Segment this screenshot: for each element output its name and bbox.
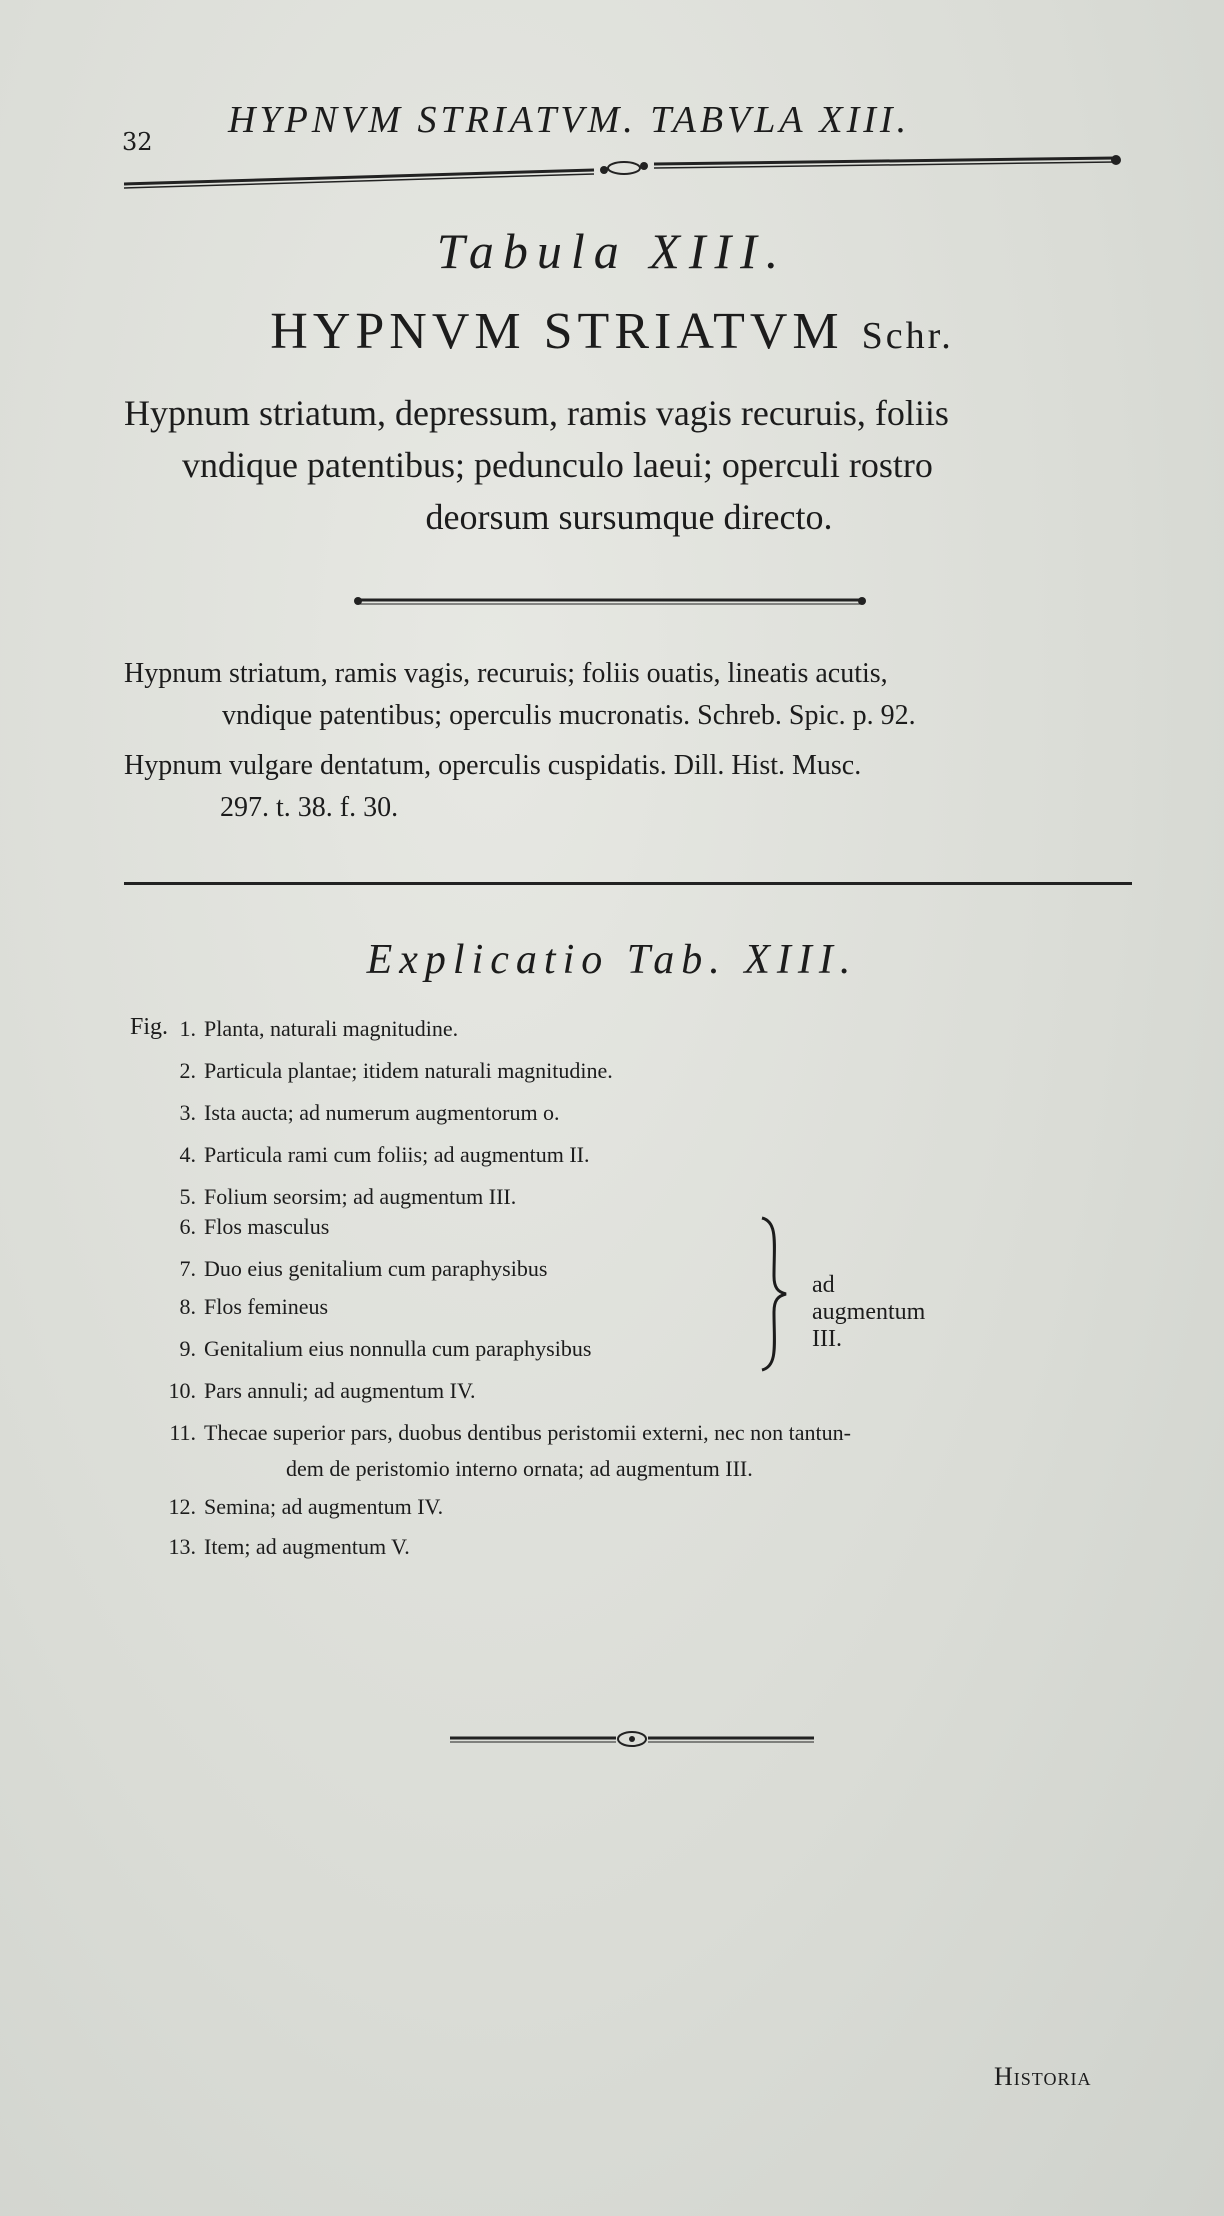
divider-rule — [124, 882, 1132, 885]
fig-number: 8. — [179, 1294, 196, 1319]
species-author: Schr. — [861, 315, 954, 357]
fig-text: Thecae superior pars, duobus dentibus peristomii externi, nec non tantun- — [204, 1420, 851, 1445]
synonym-1-line-2: vndique patentibus; operculis mucronatis. Schreb. Spic. p. 92. — [222, 700, 916, 731]
fig-text: Genitalium eius nonnulla cum paraphysibus — [204, 1336, 592, 1361]
fig-text-continued: dem de peristomio interno ornata; ad augmentum III. — [286, 1456, 753, 1481]
fig-number: 9. — [179, 1336, 196, 1361]
fig-number: 5. — [179, 1184, 196, 1209]
fig-number: 6. — [179, 1214, 196, 1239]
tabula-heading: Tabula XIII. — [436, 223, 788, 279]
synonym-1-line-1: Hypnum striatum, ramis vagis, recuruis; foliis ouatis, lineatis acutis, — [124, 658, 888, 689]
fig-text: Flos masculus — [204, 1214, 330, 1239]
fig-number: 13. — [168, 1534, 196, 1559]
fig-text: Semina; ad augmentum IV. — [204, 1494, 444, 1519]
fig-text: Flos femineus — [204, 1294, 329, 1319]
diagnosis-line-2: vndique patentibus; pedunculo laeui; operculi rostro — [182, 445, 933, 485]
fig-text: Ista aucta; ad numerum augmentorum o. — [204, 1100, 560, 1125]
diagnosis-line-1: Hypnum striatum, depressum, ramis vagis recuruis, foliis — [124, 393, 949, 433]
synonym-2-line-1: Hypnum vulgare dentatum, operculis cuspidatis. Dill. Hist. Musc. — [124, 750, 862, 781]
page-number: 32 — [122, 128, 153, 156]
page-header — [118, 78, 1128, 156]
fig-label: Fig. — [130, 1014, 169, 1040]
species-title — [0, 302, 1224, 361]
fig-text: Folium seorsim; ad augmentum III. — [204, 1184, 517, 1209]
brace-label: ad augmentum III. — [812, 1272, 926, 1352]
fig-text: Planta, naturali magnitudine. — [204, 1016, 459, 1041]
fig-number: 4. — [179, 1142, 196, 1167]
fig-number: 2. — [179, 1058, 196, 1083]
species-name: HYPNVM STRIATVM — [270, 303, 844, 360]
fig-number: 11. — [169, 1420, 196, 1445]
fig-number: 1. — [179, 1016, 196, 1041]
ornamental-rule-middle — [350, 588, 870, 612]
fig-text: Pars annuli; ad augmentum IV. — [204, 1378, 476, 1403]
fig-text: Particula rami cum foliis; ad augmentum II. — [204, 1142, 590, 1167]
fig-number: 3. — [179, 1100, 196, 1125]
fig-text: Item; ad augmentum V. — [204, 1534, 410, 1559]
catchword-text: Historia — [994, 2062, 1092, 2091]
fig-text: Duo eius genitalium cum paraphysibus — [204, 1256, 548, 1281]
fig-number: 10. — [168, 1378, 196, 1403]
catchword — [994, 2062, 1091, 2092]
synonym-2-line-2: 297. t. 38. f. 30. — [220, 792, 399, 823]
explicatio-heading: Explicatio Tab. XIII. — [366, 937, 858, 983]
fig-number: 12. — [168, 1494, 196, 1519]
running-title: HYPNVM STRIATVM. TABVLA XIII. — [228, 99, 911, 141]
grouping-brace — [756, 1214, 792, 1374]
diagnosis-line-3: deorsum sursumque directo. — [425, 497, 833, 537]
fig-number: 7. — [179, 1256, 196, 1281]
fig-text: Particula plantae; itidem naturali magnitudine. — [204, 1058, 613, 1083]
ornamental-rule-top — [124, 150, 1124, 190]
ornamental-rule-bottom — [446, 1724, 818, 1754]
